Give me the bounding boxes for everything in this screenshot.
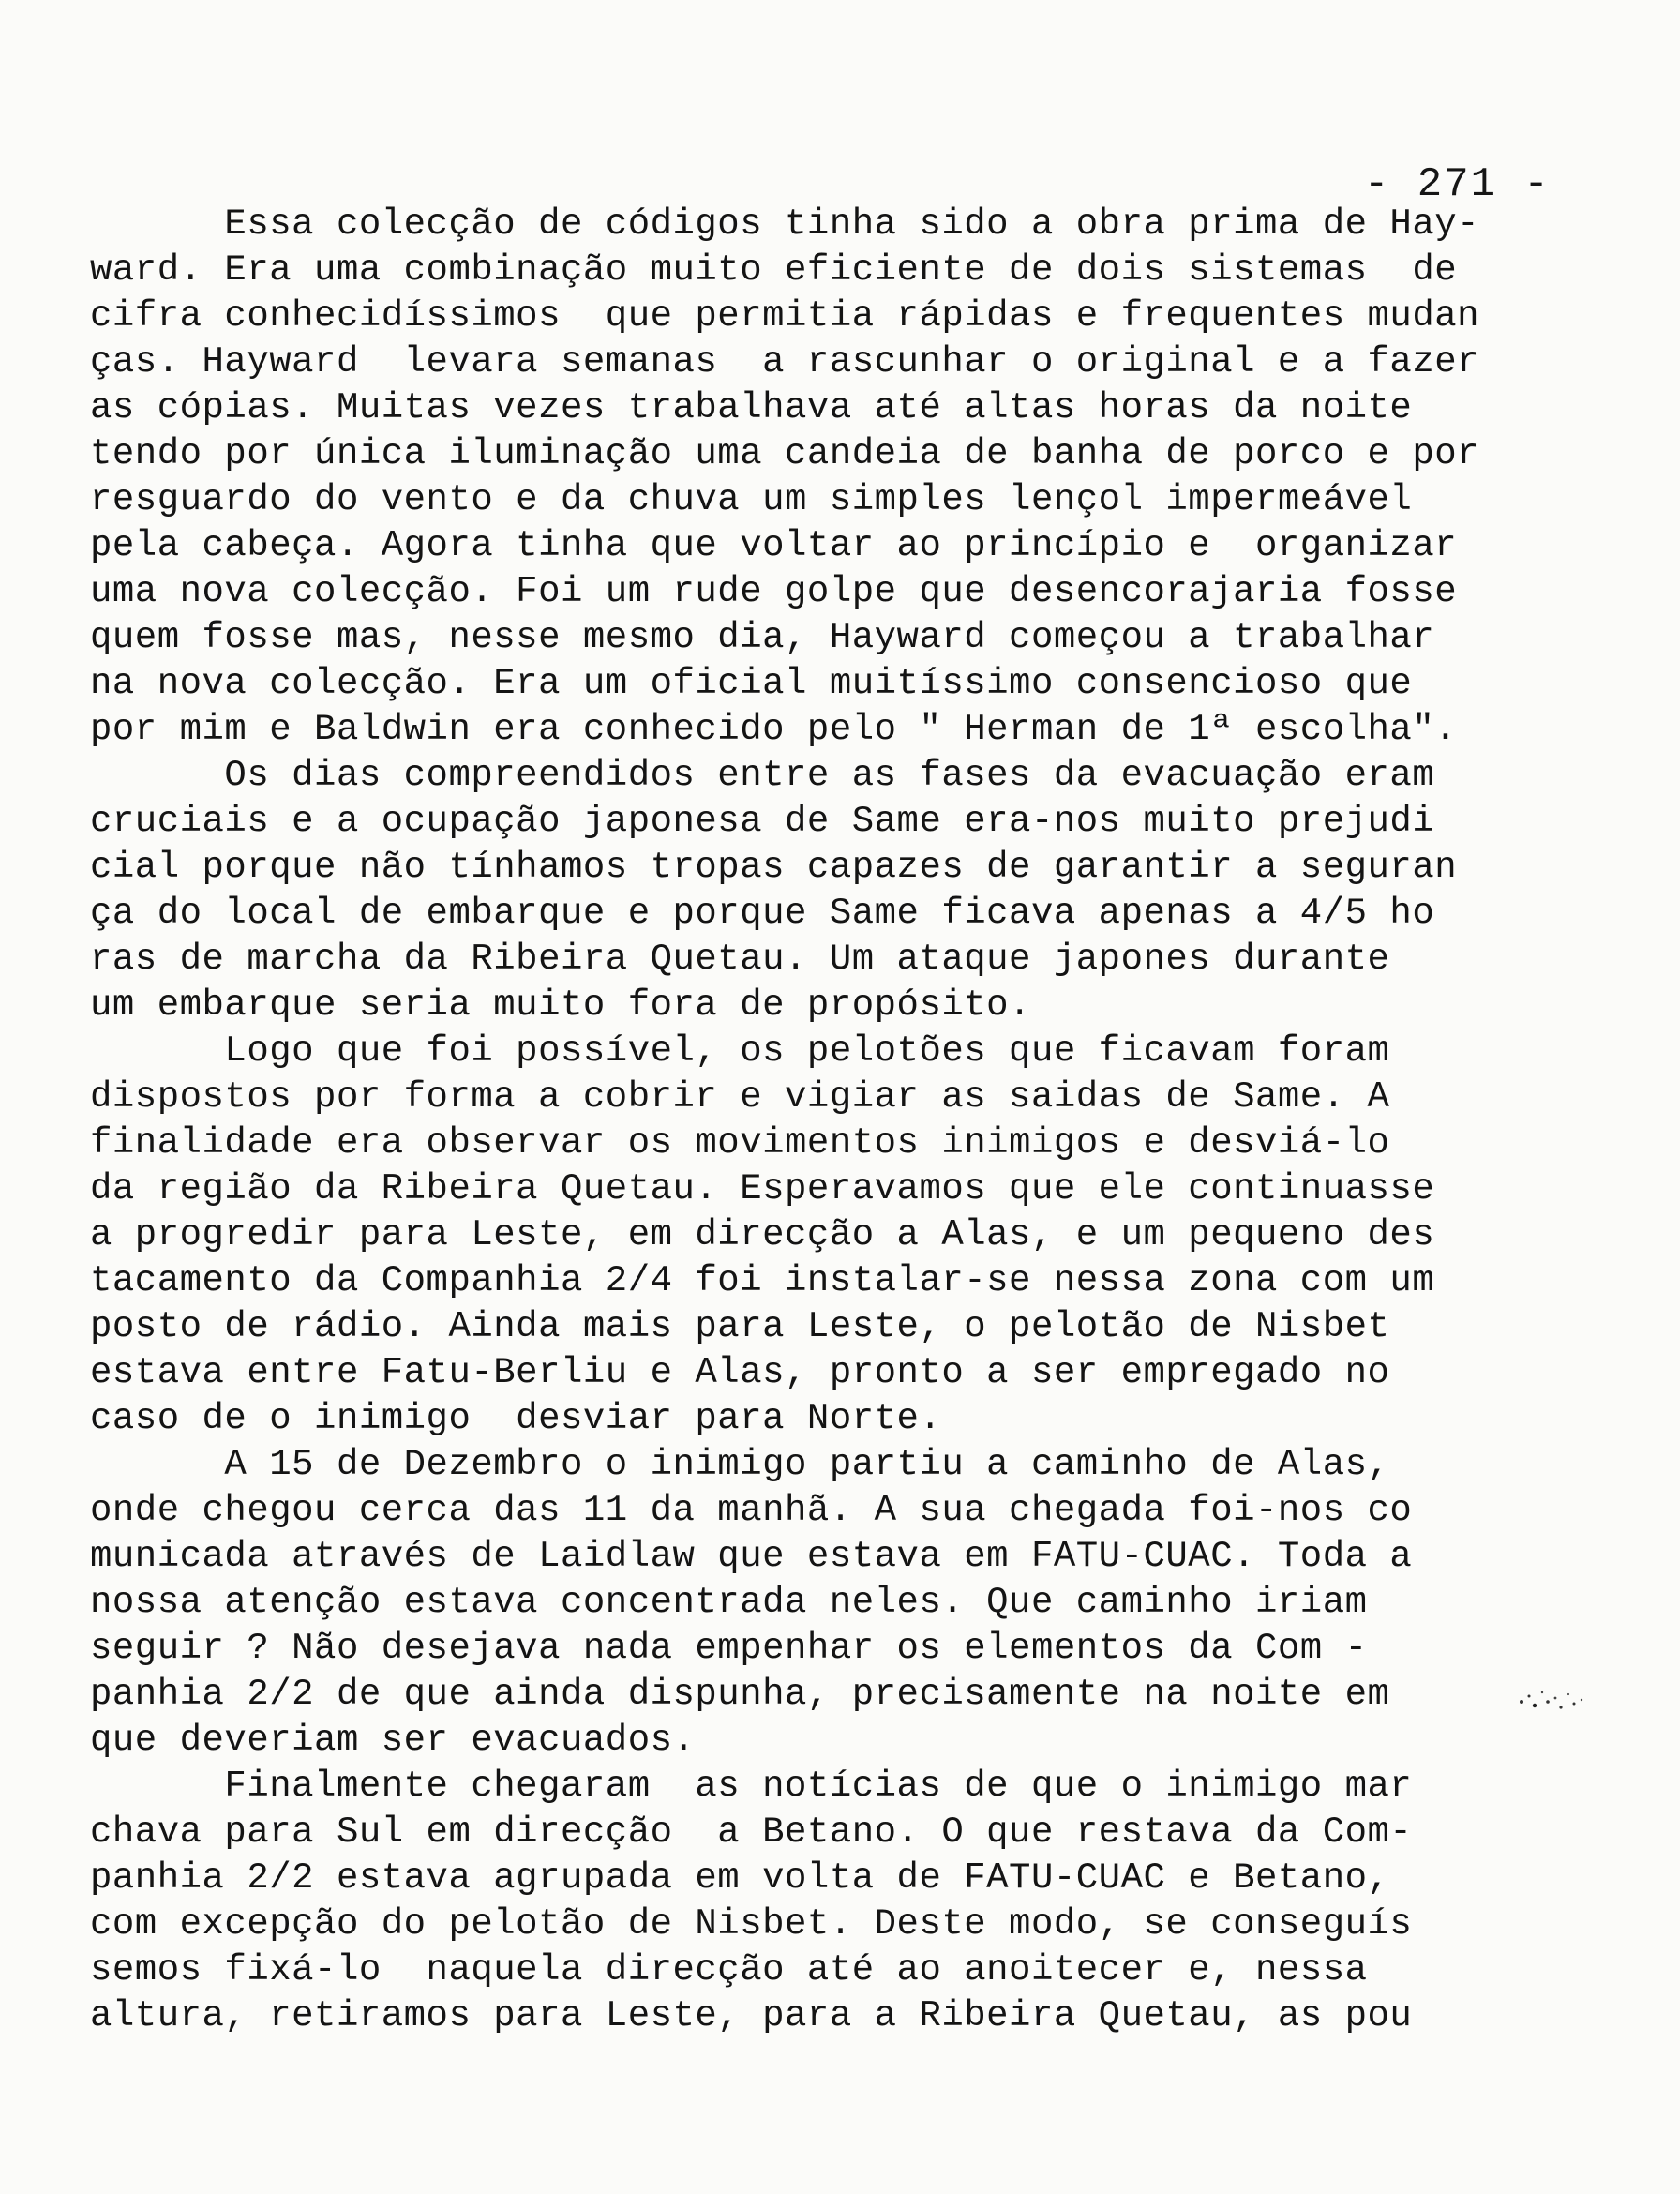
text-line: municada através de Laidlaw que estava em FATU-CUAC. Toda a <box>90 1536 1413 1577</box>
text-line: Logo que foi possível, os pelotões que ficavam foram <box>90 1030 1390 1072</box>
text-line: quem fosse mas, nesse mesmo dia, Hayward começou a trabalhar <box>90 617 1435 658</box>
text-line: uma nova colecção. Foi um rude golpe que desencorajaria fosse <box>90 571 1458 612</box>
text-line: tacamento da Companhia 2/4 foi instalar-se nessa zona com um <box>90 1260 1435 1301</box>
text-line: dispostos por forma a cobrir e vigiar as saidas de Same. A <box>90 1076 1390 1118</box>
text-line: a progredir para Leste, em direcção a Alas, e um pequeno des <box>90 1214 1435 1255</box>
text-line: cial porque não tínhamos tropas capazes de garantir a seguran <box>90 847 1458 888</box>
text-line: resguardo do vento e da chuva um simples lençol impermeável <box>90 479 1413 520</box>
text-line: chava para Sul em direcção a Betano. O que restava da Com- <box>90 1811 1413 1853</box>
text-line: da região da Ribeira Quetau. Esperavamos que ele continuasse <box>90 1168 1435 1210</box>
text-line: caso de o inimigo desviar para Norte. <box>90 1398 942 1439</box>
text-line: panhia 2/2 de que ainda dispunha, precisamente na noite em <box>90 1674 1390 1715</box>
text-line: tendo por única iluminação uma candeia de banha de porco e por <box>90 433 1480 474</box>
text-line: finalidade era observar os movimentos inimigos e desviá-lo <box>90 1122 1390 1164</box>
text-line: estava entre Fatu-Berliu e Alas, pronto a ser empregado no <box>90 1352 1390 1393</box>
text-line: um embarque seria muito fora de propósito. <box>90 984 1031 1026</box>
text-line: A 15 de Dezembro o inimigo partiu a caminho de Alas, <box>90 1444 1390 1485</box>
text-line: que deveriam ser evacuados. <box>90 1720 696 1761</box>
text-line: ças. Hayward levara semanas a rascunhar o original e a fazer <box>90 341 1480 383</box>
text-line: onde chegou cerca das 11 da manhã. A sua chegada foi-nos co <box>90 1490 1413 1531</box>
text-line: posto de rádio. Ainda mais para Leste, o pelotão de Nisbet <box>90 1306 1390 1347</box>
text-line: Finalmente chegaram as notícias de que o inimigo mar <box>90 1766 1413 1807</box>
text-line: seguir ? Não desejava nada empenhar os elementos da Com - <box>90 1628 1368 1669</box>
text-line: pela cabeça. Agora tinha que voltar ao princípio e organizar <box>90 525 1458 566</box>
text-line: na nova colecção. Era um oficial muitíssimo consencioso que <box>90 663 1413 704</box>
ink-specks-decoration <box>1514 1683 1589 1721</box>
text-line: ward. Era uma combinação muito eficiente de dois sistemas de <box>90 249 1458 291</box>
text-line: Os dias compreendidos entre as fases da evacuação eram <box>90 755 1435 796</box>
text-line: as cópias. Muitas vezes trabalhava até altas horas da noite <box>90 387 1413 428</box>
page-number: - 271 - <box>1364 161 1551 208</box>
text-line: ras de marcha da Ribeira Quetau. Um ataque japones durante <box>90 939 1390 980</box>
body-text <box>90 202 1590 2039</box>
text-line: panhia 2/2 estava agrupada em volta de FATU-CUAC e Betano, <box>90 1857 1390 1899</box>
text-line: altura, retiramos para Leste, para a Ribeira Quetau, as pou <box>90 1995 1413 2036</box>
text-line: com excepção do pelotão de Nisbet. Deste modo, se conseguís <box>90 1903 1413 1945</box>
text-line: Essa colecção de códigos tinha sido a obra prima de Hay- <box>90 203 1480 245</box>
text-line: nossa atenção estava concentrada neles. Que caminho iriam <box>90 1582 1368 1623</box>
text-line: cruciais e a ocupação japonesa de Same era-nos muito prejudi <box>90 801 1435 842</box>
text-line: semos fixá-lo naquela direcção até ao anoitecer e, nessa <box>90 1949 1368 1991</box>
text-line: ça do local de embarque e porque Same ficava apenas a 4/5 ho <box>90 893 1435 934</box>
text-line: por mim e Baldwin era conhecido pelo " Herman de 1ª escolha". <box>90 709 1458 750</box>
text-line: cifra conhecidíssimos que permitia rápidas e frequentes mudan <box>90 295 1480 337</box>
